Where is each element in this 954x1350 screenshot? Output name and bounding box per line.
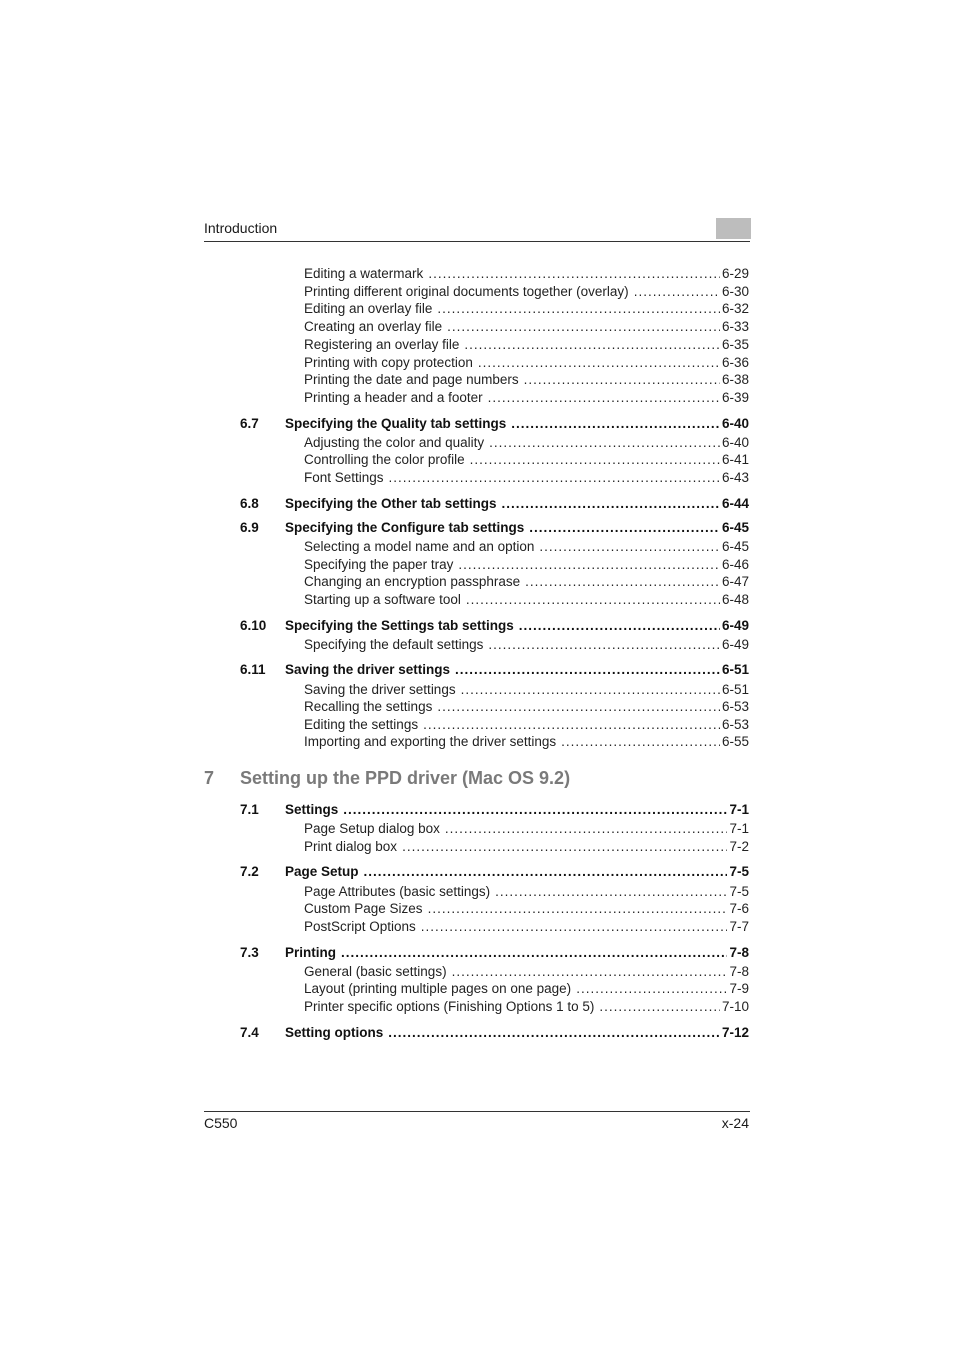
section-number: 6.7 <box>240 416 259 431</box>
dot-leader <box>364 864 728 879</box>
section-number: 6.9 <box>240 520 259 535</box>
page-number: 6-32 <box>721 301 749 316</box>
entry-title: Printing a header and a footer <box>304 390 483 405</box>
entry-title: Importing and exporting the driver settings <box>304 734 557 749</box>
dot-leader <box>388 1025 720 1040</box>
section-number: 6.10 <box>240 618 267 633</box>
toc-entry[interactable] <box>304 470 749 485</box>
page-number: 6-43 <box>721 470 749 485</box>
page-number: 7-7 <box>729 919 749 934</box>
page-number: 7-5 <box>729 864 749 879</box>
toc-entry[interactable] <box>304 682 749 697</box>
page-number: 6-45 <box>721 539 749 554</box>
entry-title: Specifying the Settings tab settings <box>285 618 514 633</box>
toc-entry[interactable] <box>304 919 749 934</box>
section-number: 7.2 <box>240 864 259 879</box>
entry-title: Specifying the Other tab settings <box>285 496 497 511</box>
entry-title: PostScript Options <box>304 919 416 934</box>
dot-leader <box>428 901 728 916</box>
toc-entry[interactable] <box>304 337 749 352</box>
section-number: 6.11 <box>240 662 266 677</box>
chapter-title: Setting up the PPD driver (Mac OS 9.2) <box>240 768 571 788</box>
dot-leader <box>478 355 720 370</box>
page-number: 6-46 <box>721 557 749 572</box>
page-number: 6-49 <box>721 637 749 652</box>
toc-section[interactable] <box>240 520 749 535</box>
dot-leader <box>343 802 727 817</box>
dot-leader <box>488 637 720 652</box>
page-number: 7-1 <box>729 802 749 817</box>
entry-title: Font Settings <box>304 470 384 485</box>
page-number: 7-2 <box>729 839 749 854</box>
section-number: 7.4 <box>240 1025 259 1040</box>
page-number: 7-6 <box>729 901 749 916</box>
toc-entry[interactable] <box>304 901 749 916</box>
entry-title: Specifying the default settings <box>304 637 484 652</box>
page-number: 6-35 <box>721 337 749 352</box>
dot-leader <box>470 452 720 467</box>
toc-entry[interactable] <box>304 717 749 732</box>
dot-leader <box>539 539 720 554</box>
dot-leader <box>452 964 728 979</box>
entry-title: Saving the driver settings <box>285 662 451 677</box>
toc-entry[interactable] <box>304 539 749 554</box>
dot-leader <box>524 372 720 387</box>
dot-leader <box>455 662 720 677</box>
toc-entry[interactable] <box>304 372 749 387</box>
page-number: 6-39 <box>721 390 749 405</box>
page-number: 7-5 <box>729 884 749 899</box>
entry-title: Editing a watermark <box>304 266 424 281</box>
entry-title: Layout (printing multiple pages on one page) <box>304 981 572 996</box>
page-number: 7-1 <box>729 821 749 836</box>
chapter-heading[interactable] <box>204 768 570 789</box>
footer-page-number: x-24 <box>721 1115 749 1131</box>
toc-entry[interactable] <box>304 734 749 749</box>
entry-title: Custom Page Sizes <box>304 901 423 916</box>
page-number: 6-49 <box>721 618 749 633</box>
entry-title: Printing different original documents together (overlay) <box>304 284 629 299</box>
section-number: 7.1 <box>240 802 259 817</box>
toc-section[interactable] <box>240 416 749 431</box>
page-number: 7-12 <box>721 1025 749 1040</box>
entry-title: Print dialog box <box>304 839 398 854</box>
page-number: 6-53 <box>721 699 749 714</box>
toc-entry[interactable] <box>304 592 749 607</box>
dot-leader <box>428 266 720 281</box>
dot-leader <box>437 699 720 714</box>
entry-title: Recalling the settings <box>304 699 433 714</box>
page-number: 6-53 <box>721 717 749 732</box>
toc-entry[interactable] <box>304 999 749 1014</box>
toc-entry[interactable] <box>304 319 749 334</box>
dot-leader <box>402 839 727 854</box>
dot-leader <box>423 717 720 732</box>
dot-leader <box>634 284 720 299</box>
chapter-number: 7 <box>204 768 215 788</box>
page-number: 7-8 <box>729 945 749 960</box>
dot-leader <box>489 435 720 450</box>
entry-title: Printer specific options (Finishing Options 1 to 5) <box>304 999 595 1014</box>
toc-entry[interactable] <box>304 981 749 996</box>
dot-leader <box>561 734 720 749</box>
page-number: 6-47 <box>721 574 749 589</box>
entry-title: Controlling the color profile <box>304 452 465 467</box>
header-title: Introduction <box>204 220 278 236</box>
toc-entry[interactable] <box>304 452 749 467</box>
dot-leader <box>464 337 720 352</box>
dot-leader <box>466 592 720 607</box>
entry-title: Registering an overlay file <box>304 337 460 352</box>
dot-leader <box>458 557 720 572</box>
toc-entry[interactable] <box>304 699 749 714</box>
toc-entry[interactable] <box>304 637 749 652</box>
toc-section[interactable] <box>240 662 749 677</box>
page-number: 7-9 <box>729 981 749 996</box>
toc-section[interactable] <box>240 496 749 511</box>
toc-entry[interactable] <box>304 839 749 854</box>
toc-entry[interactable] <box>304 574 749 589</box>
dot-leader <box>447 319 720 334</box>
entry-title: Specifying the Configure tab settings <box>285 520 525 535</box>
page-number: 6-38 <box>721 372 749 387</box>
page-number: 6-51 <box>721 662 749 677</box>
toc-section[interactable] <box>240 945 749 960</box>
entry-title: Adjusting the color and quality <box>304 435 485 450</box>
toc-section[interactable] <box>240 802 749 817</box>
page-number: 6-41 <box>721 452 749 467</box>
entry-title: Specifying the Quality tab settings <box>285 416 507 431</box>
dot-leader <box>495 884 727 899</box>
toc-entry[interactable] <box>304 284 749 299</box>
toc-entry[interactable] <box>304 301 749 316</box>
page-number: 6-45 <box>721 520 749 535</box>
page-number: 7-10 <box>721 999 749 1014</box>
toc-entry[interactable] <box>304 435 749 450</box>
section-number: 7.3 <box>240 945 259 960</box>
entry-title: Printing with copy protection <box>304 355 473 370</box>
toc-section[interactable] <box>240 864 749 879</box>
entry-title: Selecting a model name and an option <box>304 539 535 554</box>
page-number: 6-40 <box>721 416 749 431</box>
page-number: 6-48 <box>721 592 749 607</box>
toc-entry[interactable] <box>304 964 749 979</box>
dot-leader <box>502 496 720 511</box>
dot-leader <box>421 919 728 934</box>
page-number: 6-40 <box>721 435 749 450</box>
entry-title: Printing the date and page numbers <box>304 372 519 387</box>
page-number: 6-36 <box>721 355 749 370</box>
toc-entry[interactable] <box>304 266 749 281</box>
dot-leader <box>519 618 720 633</box>
entry-title: Settings <box>285 802 339 817</box>
dot-leader <box>529 520 720 535</box>
toc-entry[interactable] <box>304 884 749 899</box>
dot-leader <box>445 821 728 836</box>
page-number: 6-29 <box>721 266 749 281</box>
dot-leader <box>599 999 720 1014</box>
dot-leader <box>461 682 720 697</box>
entry-title: Creating an overlay file <box>304 319 443 334</box>
entry-title: Changing an encryption passphrase <box>304 574 521 589</box>
page-number: 6-44 <box>721 496 749 511</box>
footer-divider <box>204 1111 750 1112</box>
dot-leader <box>511 416 720 431</box>
entry-title: Editing an overlay file <box>304 301 433 316</box>
dot-leader <box>389 470 720 485</box>
dot-leader <box>341 945 727 960</box>
page-number: 6-55 <box>721 734 749 749</box>
toc-section[interactable] <box>240 1025 749 1040</box>
toc-entry[interactable] <box>304 557 749 572</box>
footer-model: C550 <box>204 1115 238 1131</box>
toc-entry[interactable] <box>304 390 749 405</box>
page-number: 6-30 <box>721 284 749 299</box>
section-number: 6.8 <box>240 496 259 511</box>
page-number: 7-8 <box>729 964 749 979</box>
toc-section[interactable] <box>240 618 749 633</box>
dot-leader <box>437 301 720 316</box>
entry-title: Printing <box>285 945 336 960</box>
dot-leader <box>488 390 720 405</box>
entry-title: Specifying the paper tray <box>304 557 454 572</box>
page-number: 6-33 <box>721 319 749 334</box>
entry-title: Setting options <box>285 1025 384 1040</box>
dot-leader <box>576 981 727 996</box>
entry-title: Editing the settings <box>304 717 419 732</box>
entry-title: Page Setup <box>285 864 359 879</box>
entry-title: Page Attributes (basic settings) <box>304 884 491 899</box>
toc-entry[interactable] <box>304 821 749 836</box>
entry-title: Page Setup dialog box <box>304 821 440 836</box>
entry-title: Saving the driver settings <box>304 682 456 697</box>
dot-leader <box>525 574 720 589</box>
entry-title: General (basic settings) <box>304 964 447 979</box>
page-number: 6-51 <box>721 682 749 697</box>
toc-entry[interactable] <box>304 355 749 370</box>
entry-title: Starting up a software tool <box>304 592 461 607</box>
